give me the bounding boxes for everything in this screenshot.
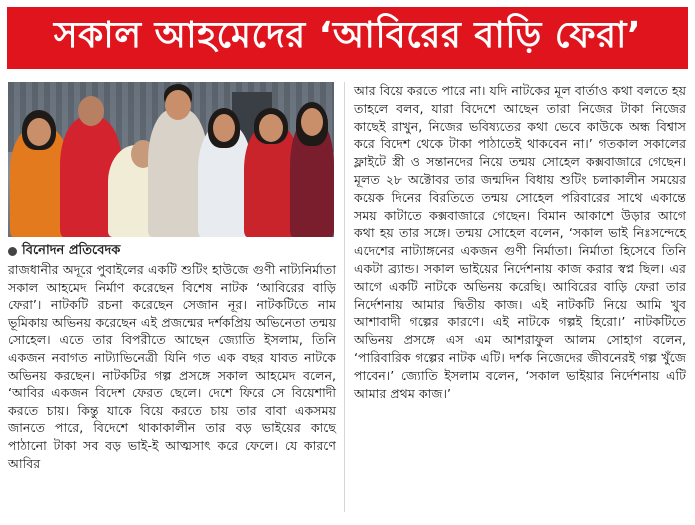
article-paragraph-right: আর বিয়ে করতে পারে না। যদি নাটকের মূল বার্তাও কথা বলতে হয় তাহলে বলব, যারা বিদেশে আছেন তারা নিজের টাকা নিজের কাছেই রাখুন, নিজের ভবিষ্যতের কথা ভেবে কাউকে অন্ধ বিশ্বাস করে বিদেশ থেকে টাকা পাঠাতেই থাকবেন না।’ গতকাল সকালের ফ্লাইটে স্ত্রী ও সন্তানদের নিয়ে তন্ময় সোহেল কক্সবাজারে গেছেন। মূলত ২৮ অক্টোবর তার জন্মদিন বিধায় শুটিং চলাকালীন সময়ের কয়েক দিনের বিরতিতে তন্ময় সোহেল পরিবারের সাথে একান্তে সময় কাটাতে কক্সবাজারে গেছেন। বিমান আকাশে উড়ার আগে কথা হয় তার সঙ্গে। তন্ময় সোহেল বলেন, ‘সকাল ভাই নিঃসন্দেহে এদেশের নাট্যাঙ্গনের একজন গুণী নির্মাতা। নির্মাতা হিসেবে তিনি একটা ব্র্যান্ড। সকাল ভাইয়ের নির্দেশনায় কাজ করার স্বপ্ন ছিল। এর আগে একটি নাটকে অভিনয় করেছি। আবিরের বাড়ি ফেরা তার নির্দেশনায় আমার দ্বিতীয় কাজ। এই নাটকটি নিয়ে আমি খুব আশাবাদী গল্পের কারণে। এই নাটকে গল্পই হিরো।’ নাটকটিতে অভিনয় প্রসঙ্গে এস এম আশরাফুল আলম সোহাগ বলেন, ‘পারিবারিক গল্পের নাটক এটি। দর্শক নিজেদের জীবনেরই গল্প খুঁজে পাবেন।’ জ্যোতি ইসলাম বলেন, ‘সকাল ভাইয়ার নির্দেশনায় এটি আমার প্রথম কাজ।’ — [354, 83, 686, 401]
group-photo — [8, 82, 334, 237]
headline-banner — [7, 7, 688, 69]
photo-person-4-head — [165, 90, 191, 120]
headline-text: সকাল আহমেদের ‘আবিরের বাড়ি ফেরা’ — [53, 15, 642, 56]
photo-person-2-head — [78, 96, 104, 126]
photo-person-1-head — [27, 118, 51, 146]
byline — [8, 241, 120, 262]
bullet-icon — [8, 247, 17, 256]
photo-person-7-head — [301, 108, 323, 136]
photo-person-6-head — [259, 114, 283, 142]
article-column-right — [354, 82, 686, 402]
byline-text: বিনোদন প্রতিবেদক — [22, 243, 121, 258]
column-divider — [344, 82, 345, 512]
photo-person-5-head — [213, 114, 235, 142]
article-column-left — [8, 261, 336, 472]
article-paragraph-left: রাজধানীর অদূরে পুবাইলের একটি শুটিং হাউজে গুণী নাট্যনির্মাতা সকাল আহমেদ নির্মাণ করেছেন বিশেষ নাটক ‘আবিরের বাড়ি ফেরা’। নাটকটি রচনা করেছেন সেজান নূর। নাটকটিতে নাম ভূমিকায় অভিনয় করেছেন এই প্রজন্মের দর্শকপ্রিয় অভিনেতা তন্ময় সোহেল। এতে তার বিপরীতে আছেন জ্যোতি ইসলাম, তিনি একজন নবাগত নাট্যাভিনেত্রী যিনি গত এক বছর যাবত নাটকে অভিনয় করছেন। নাটকটির গল্প প্রসঙ্গে সকাল আহমেদ বলেন, ‘আবির একজন বিদেশ ফেরত ছেলে। দেশে ফিরে সে বিয়েশাদী করতে চায়। কিন্তু যাকে বিয়ে করতে চায় তার বাবা একসময় জানতে পারে, বিদেশে থাকাকালীন তার বড় ভাইয়ের কাছে পাঠানো টাকা সব বড় ভাই-ই আত্মসাৎ করে ফেলে। যে কারণে আবির — [8, 262, 336, 471]
